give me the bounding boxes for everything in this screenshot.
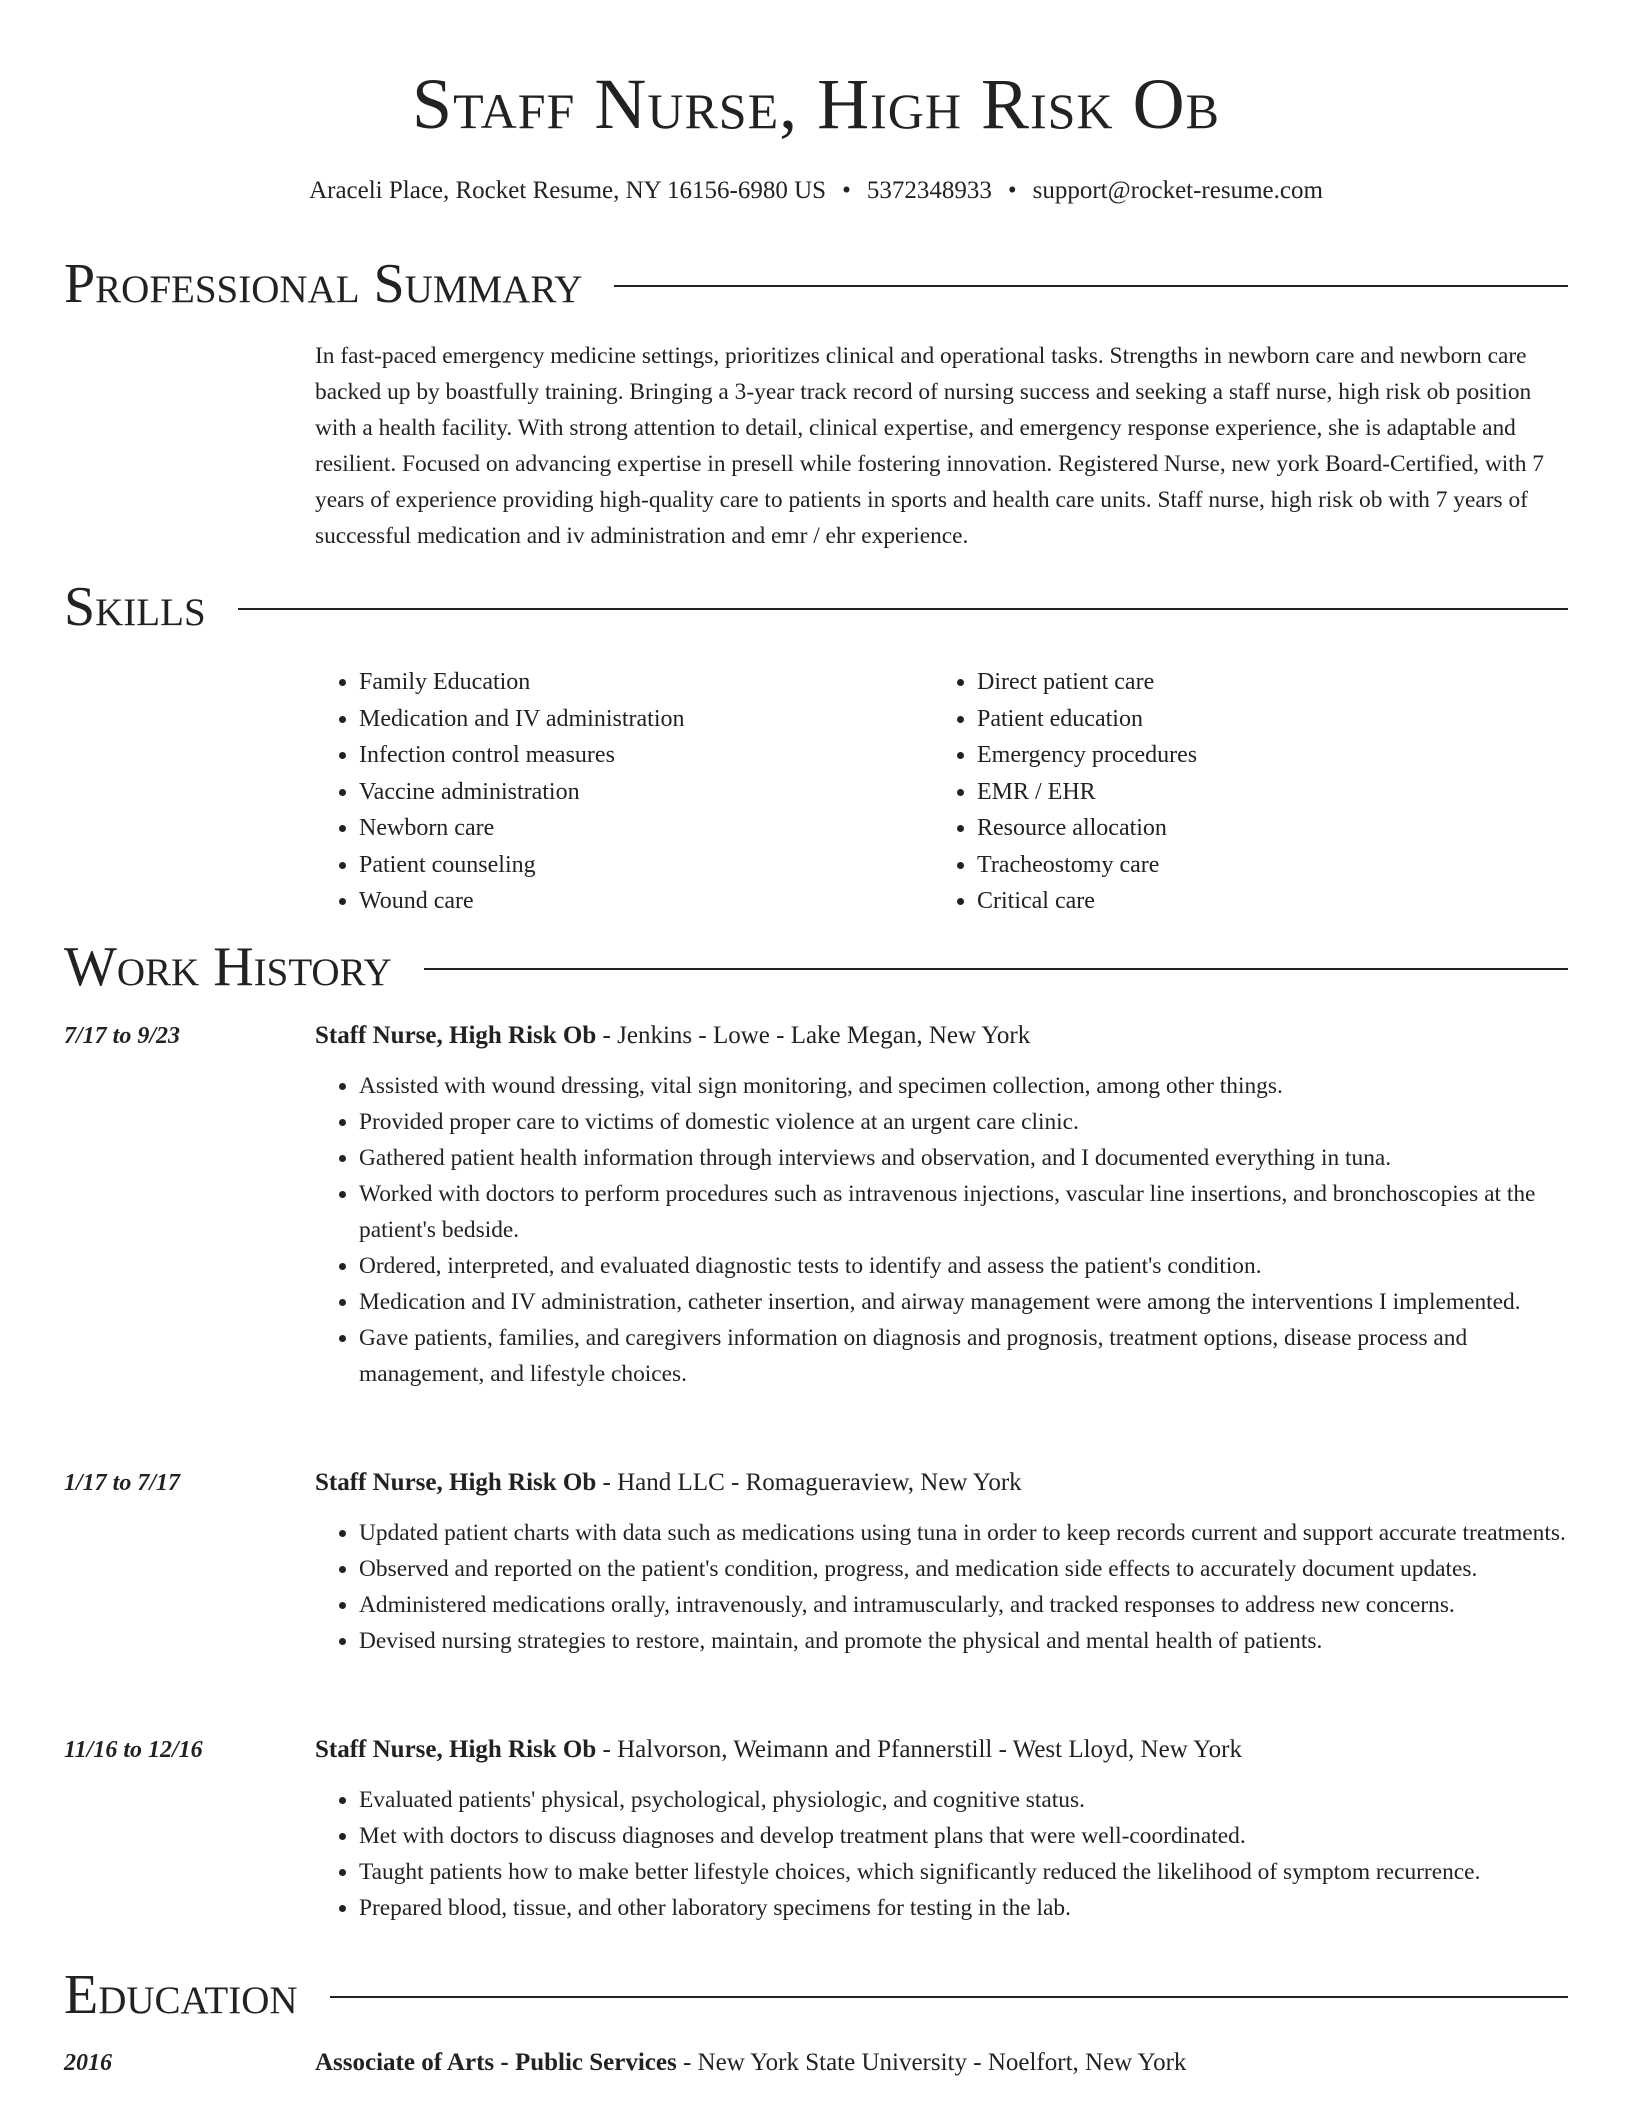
contact-email: support@rocket-resume.com xyxy=(1032,177,1323,204)
section-title-skills: Skills xyxy=(64,576,206,638)
job-date: 7/17 to 9/23 xyxy=(64,1023,181,1049)
job-bullet: • Gathered patient health information through interviews and observation, and I documented everything in tuna. xyxy=(359,1140,1570,1176)
job-bullet: • Ordered, interpreted, and evaluated diagnostic tests to identify and assess the patient's condition. xyxy=(359,1248,1570,1284)
job-bullet: • Evaluated patients' physical, psychological, physiologic, and cognitive status. xyxy=(359,1782,1570,1818)
skill-item: • Tracheostomy care xyxy=(977,847,1551,884)
skill-item: • Wound care xyxy=(359,883,933,920)
section-divider xyxy=(238,608,1568,610)
skill-item: • Emergency procedures xyxy=(977,737,1551,774)
job-bullet: • Medication and IV administration, catheter insertion, and airway management were among the interventions I implemented. xyxy=(359,1284,1570,1320)
job-heading xyxy=(315,1732,1242,1768)
contact-separator: • xyxy=(842,177,851,204)
skill-item: • Infection control measures xyxy=(359,737,933,774)
job-employer: - Jenkins - Lowe - Lake Megan, New York xyxy=(596,1022,1031,1049)
section-title-education: Education xyxy=(64,1964,298,2026)
summary-paragraph: In fast-paced emergency medicine settings, prioritizes clinical and operational tasks. Strengths in newborn care and newborn care backed up by boastfully training. Bringing a 3-year track record of nursing success and seeking a staff nurse, high risk ob position with a health facility. With strong attention to detail, clinical expertise, and emergency response experience, she is adaptable and resilient. Focused on advancing expertise in presell while fostering innovation. Registered Nurse, new york Board-Certified, with 7 years of experience providing high-quality care to patients in sports and health care units. Staff nurse, high risk ob with 7 years of successful medication and iv administration and emr / ehr experience. xyxy=(315,343,1545,549)
job-bullet: • Administered medications orally, intravenously, and intramuscularly, and tracked responses to address new concerns. xyxy=(359,1587,1570,1623)
job-bullet: • Met with doctors to discuss diagnoses and develop treatment plans that were well-coordinated. xyxy=(359,1818,1570,1854)
education-degree: Associate of Arts - Public Services xyxy=(315,2049,677,2076)
skill-item: • Direct patient care xyxy=(977,664,1551,701)
job-bullet: • Gave patients, families, and caregivers information on diagnosis and prognosis, treatment options, disease process and management, and lifestyle choices. xyxy=(359,1320,1570,1392)
summary-section-header xyxy=(64,252,1568,316)
section-title-summary: Professional Summary xyxy=(64,253,583,315)
skill-item: • Medication and IV administration xyxy=(359,701,933,738)
skill-item: • Vaccine administration xyxy=(359,774,933,811)
skill-item: • Newborn care xyxy=(359,810,933,847)
skills-column-left xyxy=(315,664,933,920)
education-heading xyxy=(315,2045,1186,2081)
job-bullet: • Updated patient charts with data such as medications using tuna in order to keep records current and support accurate treatments. xyxy=(359,1515,1570,1551)
skills-section-header xyxy=(64,575,1568,639)
skill-item: • Resource allocation xyxy=(977,810,1551,847)
section-divider xyxy=(614,285,1568,287)
job-title: Staff Nurse, High Risk Ob xyxy=(315,1022,597,1049)
section-title-work-history: Work History xyxy=(64,936,392,998)
contact-line xyxy=(0,176,1632,206)
contact-address: Araceli Place, Rocket Resume, NY 16156-6980 US xyxy=(309,177,827,204)
section-divider xyxy=(330,1996,1568,1998)
skill-item: • EMR / EHR xyxy=(977,774,1551,811)
job-title: Staff Nurse, High Risk Ob xyxy=(315,1469,597,1496)
work-section-header xyxy=(64,935,1568,999)
job-date: 11/16 to 12/16 xyxy=(64,1737,203,1763)
skills-column-right xyxy=(933,664,1551,920)
job-bullet: • Taught patients how to make better lifestyle choices, which significantly reduced the likelihood of symptom recurrence. xyxy=(359,1854,1570,1890)
job-bullet: • Observed and reported on the patient's condition, progress, and medication side effects to accurately document updates. xyxy=(359,1551,1570,1587)
job-bullets xyxy=(315,1782,1570,1926)
skill-item: • Critical care xyxy=(977,883,1551,920)
job-bullet: • Assisted with wound dressing, vital sign monitoring, and specimen collection, among other things. xyxy=(359,1068,1570,1104)
job-bullets xyxy=(315,1515,1570,1659)
skill-item: • Patient counseling xyxy=(359,847,933,884)
education-date: 2016 xyxy=(64,2050,112,2076)
job-bullet: • Devised nursing strategies to restore, maintain, and promote the physical and mental health of patients. xyxy=(359,1623,1570,1659)
skills-list xyxy=(315,664,1570,920)
job-bullet: • Provided proper care to victims of domestic violence at an urgent care clinic. xyxy=(359,1104,1570,1140)
resume-name: Staff Nurse, High Risk Ob xyxy=(412,64,1220,144)
skill-item: • Family Education xyxy=(359,664,933,701)
job-bullet: • Prepared blood, tissue, and other laboratory specimens for testing in the lab. xyxy=(359,1890,1570,1926)
job-bullet: • Worked with doctors to perform procedures such as intravenous injections, vascular line insertions, and bronchoscopies at the patient's bedside. xyxy=(359,1176,1570,1248)
contact-phone: 5372348933 xyxy=(866,177,992,204)
job-bullets xyxy=(315,1068,1570,1392)
job-employer: - Hand LLC - Romagueraview, New York xyxy=(596,1469,1022,1496)
job-heading xyxy=(315,1018,1030,1054)
skill-item: • Patient education xyxy=(977,701,1551,738)
contact-separator: • xyxy=(1007,177,1017,204)
section-divider xyxy=(424,968,1568,970)
job-employer: - Halvorson, Weimann and Pfannerstill - West Lloyd, New York xyxy=(596,1736,1242,1763)
education-section-header xyxy=(64,1963,1568,2027)
job-date: 1/17 to 7/17 xyxy=(64,1470,181,1496)
education-school: - New York State University - Noelfort, New York xyxy=(676,2049,1187,2076)
job-title: Staff Nurse, High Risk Ob xyxy=(315,1736,597,1763)
job-heading xyxy=(315,1465,1022,1501)
